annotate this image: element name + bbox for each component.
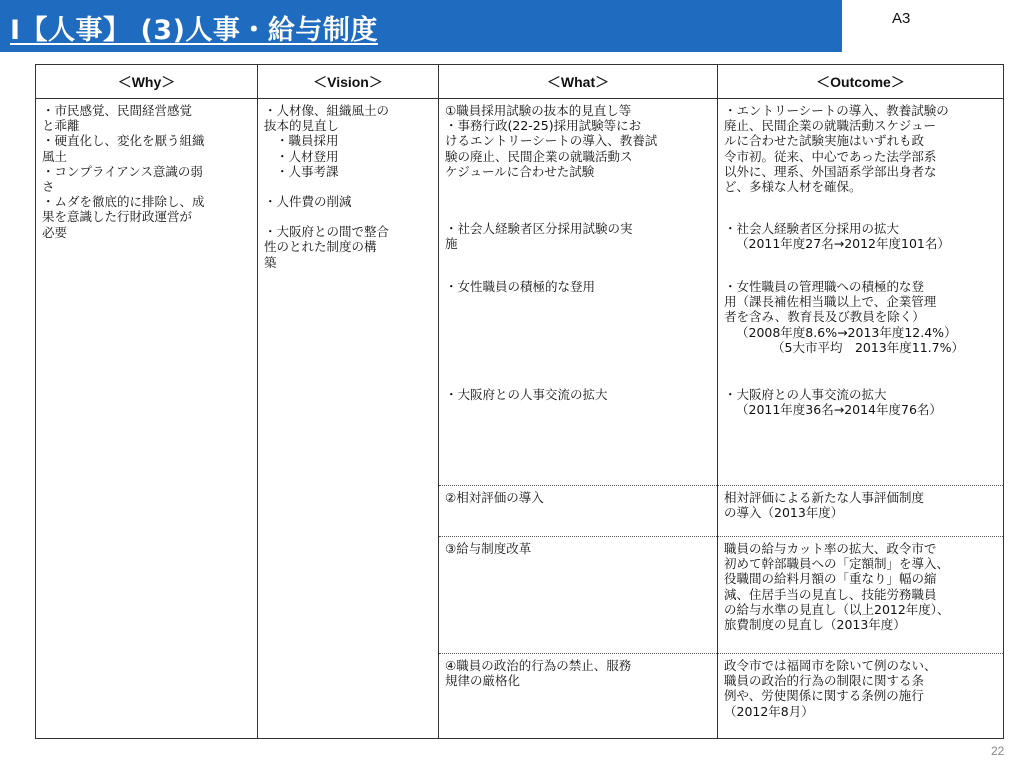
outcome-block-a bbox=[724, 103, 999, 221]
what-cell-recruitment bbox=[439, 99, 718, 486]
outcome-line: 職員の給与カット率の拡大、政令市で bbox=[724, 541, 937, 556]
outcome-line: 政令市では福岡市を除いて例のない、 bbox=[724, 658, 937, 673]
outcome-line: の導入（2013年度） bbox=[724, 505, 844, 521]
what-line: ・大阪府との人事交流の拡大 bbox=[445, 387, 608, 402]
what-block-d bbox=[445, 387, 713, 402]
what-line: ・女性職員の積極的な登用 bbox=[445, 279, 596, 294]
outcome-line: の給与水準の見直し（以上2012年度）、 bbox=[724, 601, 950, 617]
outcome-block-c bbox=[724, 279, 999, 387]
outcome-line: （5大市平均 2013年度11.7%） bbox=[772, 339, 964, 355]
outcome-line: （2011年度27名→2012年度101名） bbox=[736, 236, 950, 252]
what-line: ③給与制度改革 bbox=[445, 541, 532, 556]
what-cell-evaluation bbox=[439, 486, 718, 537]
vision-line: ・人事考課 bbox=[276, 163, 339, 179]
outcome-line: 例や、労使関係に関する条例の施行 bbox=[724, 688, 924, 704]
why-cell bbox=[36, 99, 258, 739]
what-line: ②相対評価の導入 bbox=[445, 490, 544, 505]
why-line: 必要 bbox=[42, 224, 68, 240]
outcome-line: 職員の政治的行為の制限に関する条 bbox=[724, 673, 925, 689]
vision-line: ・人件費の削減 bbox=[264, 194, 352, 210]
header-what: ＜What＞ bbox=[439, 65, 718, 99]
outcome-line: 令市初。従来、中心であった法学部系 bbox=[724, 148, 937, 164]
what-cell-salary bbox=[439, 537, 718, 654]
outcome-line: （2012年8月） bbox=[724, 703, 814, 719]
header-outcome: ＜Outcome＞ bbox=[718, 65, 1004, 99]
outcome-line: ど、多様な人材を確保。 bbox=[724, 179, 862, 195]
header-row bbox=[36, 65, 1004, 99]
what-block-b bbox=[445, 221, 713, 279]
what-line: ④職員の政治的行為の禁止、服務 bbox=[445, 658, 632, 673]
outcome-line: ・大阪府との人事交流の拡大 bbox=[724, 387, 887, 402]
vision-line: ・職員採用 bbox=[276, 133, 339, 149]
what-block-a bbox=[445, 103, 713, 221]
vision-line: 性のとれた制度の構 bbox=[264, 239, 377, 255]
outcome-cell-recruitment bbox=[718, 99, 1004, 486]
what-line: けるエントリーシートの導入、教養試 bbox=[445, 133, 658, 149]
outcome-line: ・エントリーシートの導入、教養試験の bbox=[724, 103, 949, 118]
outcome-line: 減、住居手当の見直し、技能労務職員 bbox=[724, 586, 937, 602]
outcome-line: 廃止、民間企業の就職活動スケジュー bbox=[724, 118, 937, 134]
what-line: ・事務行政(22-25)採用試験等にお bbox=[445, 118, 642, 134]
page-title: Ⅰ【人事】 (3)人事・給与制度 bbox=[10, 15, 378, 46]
outcome-line: ルに合わせた試験実施はいずれも政 bbox=[724, 133, 925, 149]
outcome-cell-political bbox=[718, 654, 1004, 739]
outcome-line: 相対評価による新たな人事評価制度 bbox=[724, 490, 925, 505]
outcome-line: 役職間の給料月額の「重なり」幅の縮 bbox=[724, 571, 937, 587]
vision-cell bbox=[258, 99, 439, 739]
outcome-cell-evaluation bbox=[718, 486, 1004, 537]
outcome-cell-salary bbox=[718, 537, 1004, 654]
page-number: 22 bbox=[991, 744, 1005, 758]
why-line: 果を意識した行財政運営が bbox=[42, 209, 193, 225]
outcome-line: （2008年度8.6%→2013年度12.4%） bbox=[736, 324, 957, 340]
spacer bbox=[264, 179, 434, 194]
title-bar bbox=[0, 0, 842, 52]
outcome-block-d bbox=[724, 387, 999, 417]
why-line: ・硬直化し、変化を厭う組織 bbox=[42, 133, 205, 149]
vision-line: ・大阪府との間で整合 bbox=[264, 224, 390, 240]
slide-tag: A3 bbox=[892, 10, 911, 27]
outcome-line: 用（課長補佐相当職以上で、企業管理 bbox=[724, 294, 937, 310]
outcome-line: 者を含み、教育長及び教員を除く） bbox=[724, 309, 925, 325]
what-line: ・社会人経験者区分採用試験の実 bbox=[445, 221, 633, 236]
why-line: 風土 bbox=[42, 148, 68, 164]
vision-line: ・人材登用 bbox=[276, 148, 339, 164]
what-line: 験の廃止、民間企業の就職活動ス bbox=[445, 148, 633, 164]
outcome-line: ・女性職員の管理職への積極的な登 bbox=[724, 279, 925, 294]
why-line: と乖離 bbox=[42, 118, 80, 134]
why-line: ・市民感覚、民間経営感覚 bbox=[42, 103, 193, 118]
outcome-line: 旅費制度の見直し（2013年度） bbox=[724, 617, 906, 633]
table-row bbox=[36, 99, 1004, 486]
what-line: ケジュールに合わせた試験 bbox=[445, 163, 595, 179]
spacer bbox=[264, 209, 434, 224]
outcome-line: （2011年度36名→2014年度76名） bbox=[736, 402, 942, 418]
what-block-c bbox=[445, 279, 713, 387]
outcome-line: 以外に、理系、外国語系学部出身者な bbox=[724, 163, 937, 179]
outcome-line: ・社会人経験者区分採用の拡大 bbox=[724, 221, 900, 236]
what-cell-political bbox=[439, 654, 718, 739]
outcome-block-b bbox=[724, 221, 999, 279]
vision-line: 抜本的見直し bbox=[264, 118, 340, 134]
vision-line: 築 bbox=[264, 254, 277, 270]
header-why: ＜Why＞ bbox=[36, 65, 258, 99]
content-table bbox=[35, 64, 1004, 739]
why-line: ・ムダを徹底的に排除し、成 bbox=[42, 194, 205, 210]
outcome-line: 初めて幹部職員への「定額制」を導入、 bbox=[724, 556, 950, 572]
why-line: ・コンプライアンス意識の弱 bbox=[42, 163, 203, 179]
header-vision: ＜Vision＞ bbox=[258, 65, 439, 99]
why-line: さ bbox=[42, 179, 55, 195]
vision-line: ・人材像、組織風土の bbox=[264, 103, 390, 118]
what-line: 施 bbox=[445, 236, 458, 252]
what-line: ①職員採用試験の抜本的見直し等 bbox=[445, 103, 632, 118]
what-line: 規律の厳格化 bbox=[445, 673, 521, 689]
